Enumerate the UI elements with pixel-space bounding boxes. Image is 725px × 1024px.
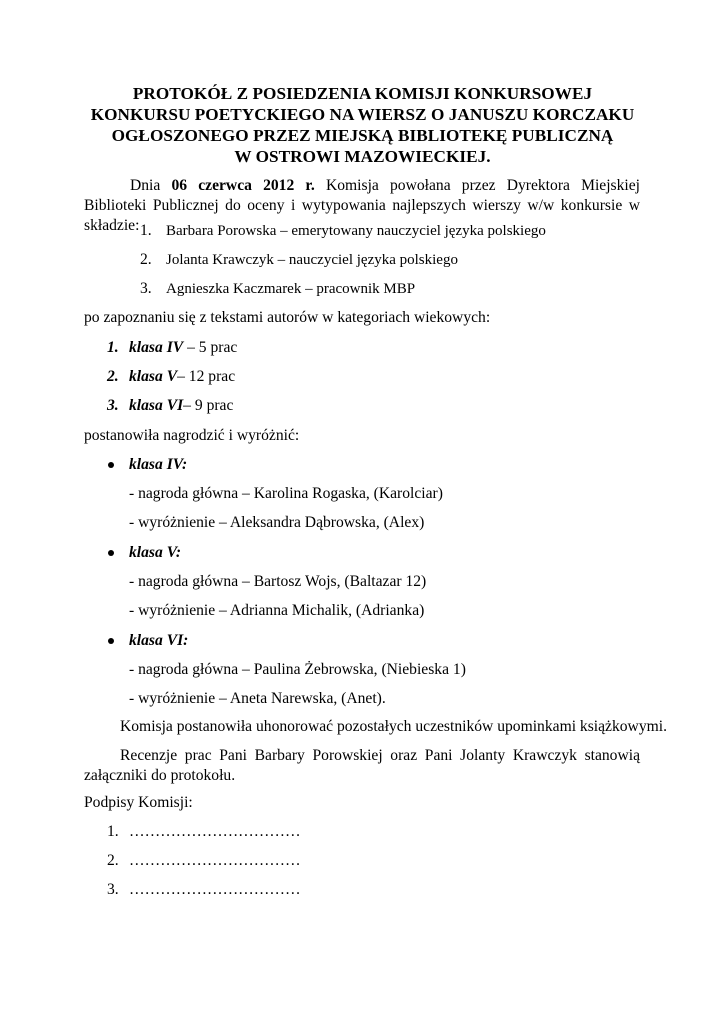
award-class: klasa VI: <box>129 632 189 649</box>
signature-line: …………………………… <box>129 881 301 898</box>
signature-number: 3. <box>107 881 119 898</box>
award-class: klasa V: <box>129 544 182 561</box>
signatures-label: Podpisy Komisji: <box>84 794 193 811</box>
title-line: OGŁOSZONEGO PRZEZ MIEJSKĄ BIBLIOTEKĘ PUBLICZNĄ <box>111 126 614 145</box>
bullet-icon <box>108 550 114 556</box>
closing-paragraph-2: Recenzje prac Pani Barbary Porowskiej oraz Pani Jolanty Krawczyk stanowią załączniki do protokołu. <box>84 747 640 784</box>
awards-intro: postanowiła nagrodzić i wyróżnić: <box>84 427 300 444</box>
category-count: – 9 prac <box>183 397 234 414</box>
category-count: – 5 prac <box>183 339 238 356</box>
signature-line: …………………………… <box>129 852 301 869</box>
closing-paragraph-1: Komisja postanowiła uhonorować pozostałych uczestników upominkami książkowymi. <box>120 718 667 735</box>
award-main: - nagroda główna – Bartosz Wojs, (Baltazar 12) <box>129 573 427 590</box>
category-label: klasa V <box>129 368 178 385</box>
category-number: 1. <box>107 339 119 356</box>
committee-member: Barbara Porowska – emerytowany nauczyciel języka polskiego <box>166 223 546 239</box>
signature-line: …………………………… <box>129 823 301 840</box>
category-number: 3. <box>107 397 119 414</box>
category-item <box>129 396 233 416</box>
award-distinction: - wyróżnienie – Adrianna Michalik, (Adrianka) <box>129 602 425 619</box>
committee-number: 1. <box>140 222 152 239</box>
award-distinction: - wyróżnienie – Aleksandra Dąbrowska, (Alex) <box>129 514 425 531</box>
category-item <box>129 367 235 387</box>
bullet-icon <box>108 638 114 644</box>
committee-number: 3. <box>140 280 152 297</box>
category-count: – 12 prac <box>177 368 236 385</box>
intro-text: Komisja powołana przez Dyrektora Miejskiej Biblioteki Publicznej do oceny i wytypowania najlepszych wierszy w/w konkursie w składzie: <box>84 177 641 234</box>
categories-intro: po zapoznaniu się z tekstami autorów w kategoriach wiekowych: <box>84 309 491 326</box>
signature-number: 1. <box>107 823 119 840</box>
award-class: klasa IV: <box>129 456 188 473</box>
bullet-icon <box>108 462 114 468</box>
category-number: 2. <box>107 368 119 385</box>
award-distinction: - wyróżnienie – Aneta Narewska, (Anet). <box>129 690 386 707</box>
signature-number: 2. <box>107 852 119 869</box>
category-label: klasa VI <box>129 397 184 414</box>
committee-number: 2. <box>140 251 152 268</box>
committee-member: Jolanta Krawczyk – nauczyciel języka polskiego <box>166 252 458 268</box>
title-line: W OSTROWI MAZOWIECKIEJ. <box>234 147 491 166</box>
title-line: KONKURSU POETYCKIEGO NA WIERSZ O JANUSZU KORCZAKU <box>90 105 635 124</box>
document-title <box>60 83 665 167</box>
meeting-date: 06 czerwca 2012 r. <box>171 177 315 194</box>
category-item <box>129 338 237 358</box>
committee-member: Agnieszka Kaczmarek – pracownik MBP <box>166 281 416 297</box>
award-main: - nagroda główna – Paulina Żebrowska, (Niebieska 1) <box>129 661 466 678</box>
award-main: - nagroda główna – Karolina Rogaska, (Karolciar) <box>129 485 443 502</box>
category-label: klasa IV <box>129 339 184 356</box>
title-line: PROTOKÓŁ Z POSIEDZENIA KOMISJI KONKURSOWEJ <box>132 84 593 103</box>
intro-prefix: Dnia <box>130 177 172 194</box>
